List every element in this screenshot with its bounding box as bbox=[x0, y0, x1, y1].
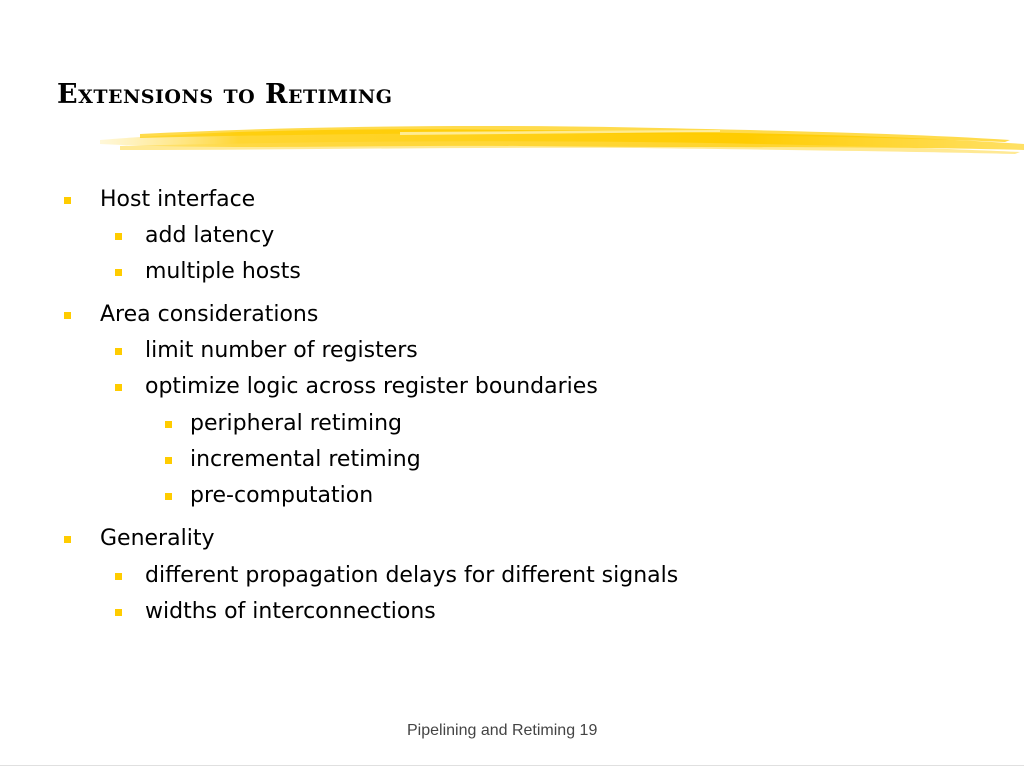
slide-title: Extensions to Retiming bbox=[57, 79, 393, 110]
bottom-divider bbox=[0, 765, 1024, 766]
bullet-area-considerations: Area considerations bbox=[100, 302, 319, 327]
bullet-propagation-delays: different propagation delays for different signals bbox=[145, 563, 679, 588]
bullet-incremental-retiming: incremental retiming bbox=[190, 447, 421, 472]
bullet-limit-registers: limit number of registers bbox=[145, 338, 418, 363]
bullet-multiple-hosts: multiple hosts bbox=[145, 259, 301, 284]
title-underline-brushstroke bbox=[100, 120, 1024, 160]
bullet-add-latency: add latency bbox=[145, 223, 275, 248]
bullet-pre-computation: pre-computation bbox=[190, 483, 374, 508]
footer-text: Pipelining and Retiming 19 bbox=[407, 722, 598, 739]
bullet-widths-interconnections: widths of interconnections bbox=[145, 599, 436, 624]
bullet-host-interface: Host interface bbox=[100, 187, 256, 212]
bullet-optimize-logic: optimize logic across register boundaries bbox=[145, 374, 598, 399]
bullet-peripheral-retiming: peripheral retiming bbox=[190, 411, 403, 436]
bullet-generality: Generality bbox=[100, 526, 215, 551]
